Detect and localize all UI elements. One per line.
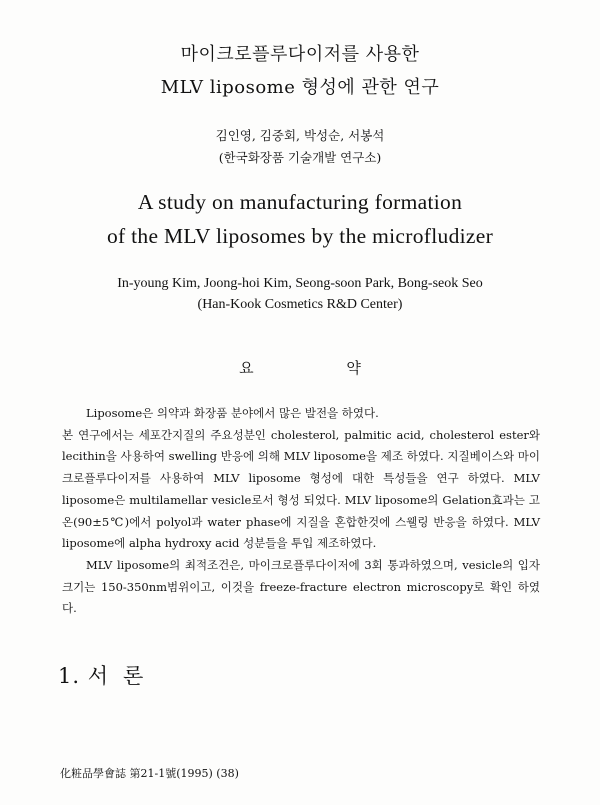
english-affiliation: (Han-Kook Cosmetics R&D Center) [197, 297, 403, 312]
section-heading [58, 660, 144, 690]
korean-authors: 김인영, 김중회, 박성순, 서봉석 [215, 128, 385, 143]
section-number: 1. [58, 664, 81, 688]
abstract-paragraph: MLV liposome의 최적조건은, 마이크로플루다이저에 3회 통과하였으며, vesicle의 입자크기는 150-350nm범위이고, 이것을 freeze-fracture electron microscopy로 확인 하였다. [62, 557, 540, 616]
english-authors: In-young Kim, Joong-hoi Kim, Seong-soon Park, Bong-seok Seo [117, 276, 483, 291]
english-title-line2: of the MLV liposomes by the microfludizer [106, 224, 494, 248]
abstract-paragraph: Liposome은 의약과 화장품 분야에서 많은 발전을 하였다. [86, 406, 379, 420]
abstract-body [62, 403, 540, 620]
english-title-line1: A study on manufacturing formation [137, 190, 463, 214]
abstract-paragraph: 본 연구에서는 세포간지질의 주요성분인 cholesterol, palmitic acid, cholesterol ester와 lecithin을 사용하여 swelling 반응에 의해 MLV liposome을 제조 하였다. 지질베이스와 마이크로플루다이저를 사용하여 MLV liposome 형성에 대한 특성들을 연구 하였다. MLV liposome은 multilamellar vesicle로서 형성 되었다. MLV liposome의 Gelation효과는 고온(90±5℃)에서 polyol과 water phase에 지질을 혼합한것에 스웰링 반응을 하였다. MLV liposome에 alpha hydroxy acid 성분들을 투입 제조하였다. [62, 427, 540, 551]
abstract-heading: 요 약 [239, 359, 405, 377]
section-title-part2: 론 [123, 664, 145, 688]
korean-affiliation: (한국화장품 기술개발 연구소) [218, 150, 382, 165]
korean-title-line1: 마이크로플루다이저를 사용한 [180, 44, 420, 65]
journal-footer: 化粧品學會誌 第21-1號(1995) (38) [60, 767, 239, 780]
section-title-part1: 서 [87, 664, 110, 688]
korean-title-line2: MLV liposome 형성에 관한 연구 [160, 77, 440, 98]
